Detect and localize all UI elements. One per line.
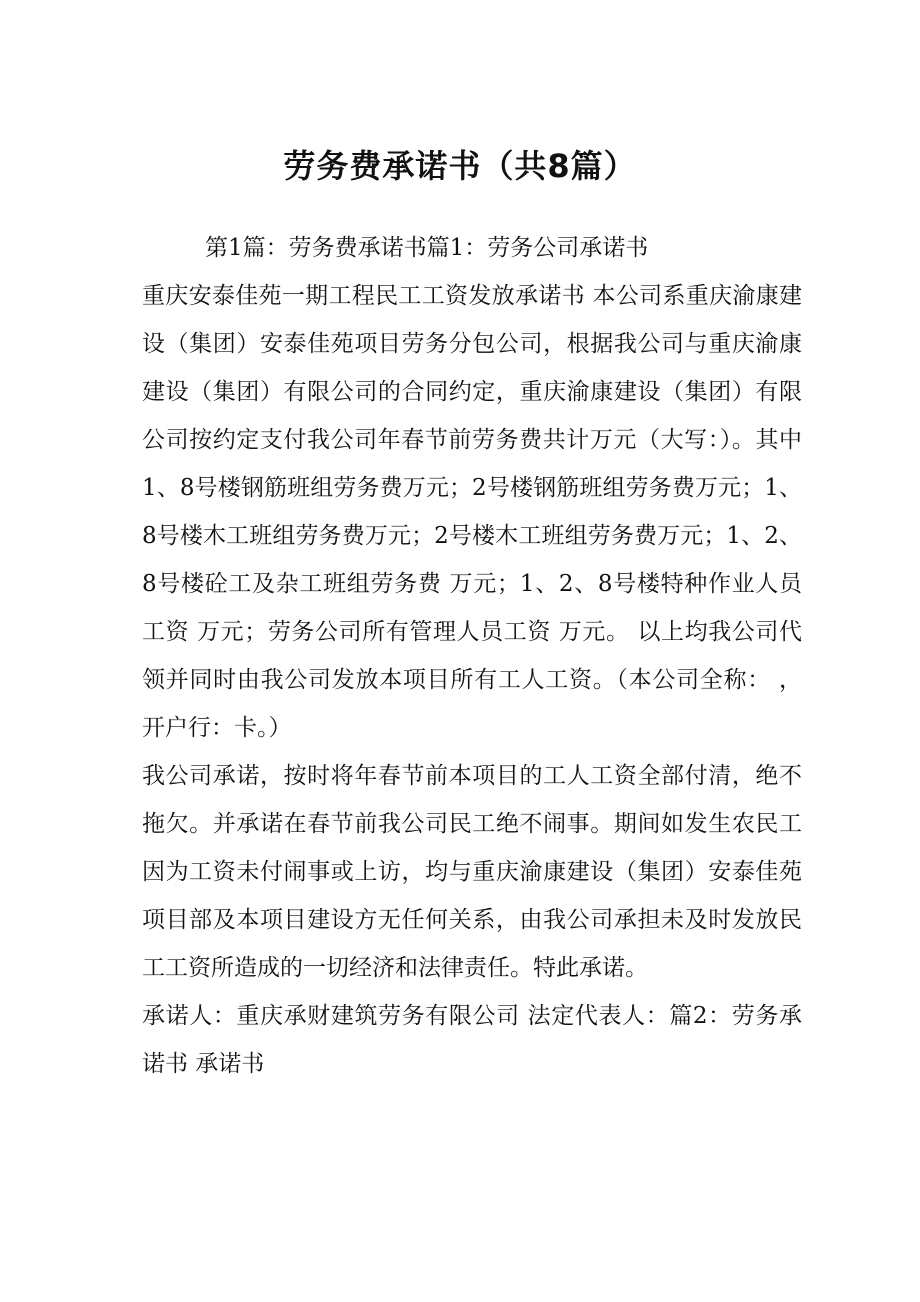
document-body	[142, 224, 802, 1088]
paragraph-section-heading: 第1篇：劳务费承诺书篇1：劳务公司承诺书	[205, 235, 649, 261]
paragraph-signatory: 承诺人：重庆承财建筑劳务有限公司 法定代表人：篇2：劳务承诺书 承诺书	[142, 1003, 802, 1077]
paragraph-commitment-details: 重庆安泰佳苑一期工程民工工资发放承诺书 本公司系重庆渝康建设（集团）安泰佳苑项目劳务分包公司，根据我公司与重庆渝康建设（集团）有限公司的合同约定，重庆渝康建设（集团）有限公司按约定支付我公司年春节前劳务费共计万元（大写：）。其中1、8号楼钢筋班组劳务费万元；2号楼钢筋班组劳务费万元；1、8号楼木工班组劳务费万元；2号楼木工班组劳务费万元；1、2、8号楼砼工及杂工班组劳务费 万元；1、2、8号楼特种作业人员工资 万元；劳务公司所有管理人员工资 万元。 以上均我公司代领并同时由我公司发放本项目所有工人工资。（本公司全称： ，开户行：卡。）	[142, 283, 802, 741]
paragraph-commitment-promise: 我公司承诺，按时将年春节前本项目的工人工资全部付清，绝不拖欠。并承诺在春节前我公司民工绝不闹事。期间如发生农民工因为工资未付闹事或上访，均与重庆渝康建设（集团）安泰佳苑项目部及本项目建设方无任何关系，由我公司承担未及时发放民工工资所造成的一切经济和法律责任。特此承诺。	[142, 763, 802, 981]
document-title: 劳务费承诺书（共8篇）	[283, 147, 637, 185]
